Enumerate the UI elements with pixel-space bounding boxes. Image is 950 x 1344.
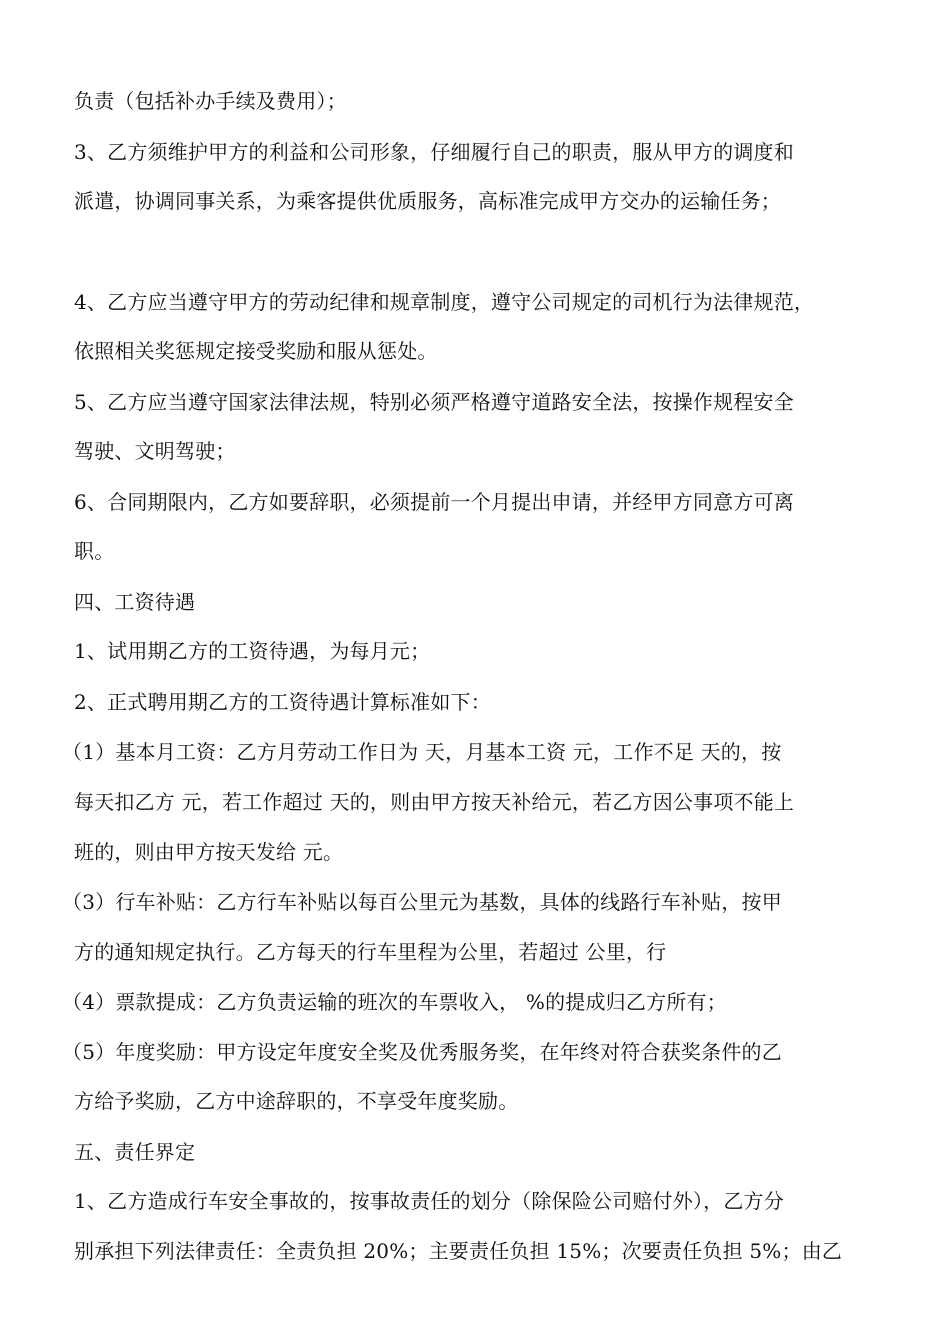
section-heading: 四、工资待遇 [74,590,196,614]
text-line: 别承担下列法律责任：全责负担 20%；主要责任负担 15%；次要责任负担 5%；由乙 [74,1239,843,1263]
text-line: 班的，则由甲方按天发给 元。 [74,840,344,864]
text-line: 1、试用期乙方的工资待遇，为每月元； [74,639,431,663]
text-line: （1）基本月工资：乙方月劳动工作日为 天，月基本工资 元，工作不足 天的，按 [62,740,782,764]
text-line: （4）票款提成：乙方负责运输的班次的车票收入， %的提成归乙方所有； [62,990,727,1014]
text-line: 4、乙方应当遵守甲方的劳动纪律和规章制度，遵守公司规定的司机行为法律规范， [74,290,815,314]
text-line: 6、合同期限内，乙方如要辞职，必须提前一个月提出申请，并经甲方同意方可离 [74,490,794,514]
text-line: 驾驶、文明驾驶； [74,439,236,463]
text-line: 负责（包括补办手续及费用）； [74,89,347,113]
text-line: 职。 [74,539,115,563]
text-line: 5、乙方应当遵守国家法律法规，特别必须严格遵守道路安全法，按操作规程安全 [74,390,794,414]
text-line: 2、正式聘用期乙方的工资待遇计算标准如下： [74,690,491,714]
text-line: （3）行车补贴：乙方行车补贴以每百公里元为基数，具体的线路行车补贴，按甲 [62,890,782,914]
text-line: 1、乙方造成行车安全事故的，按事故责任的划分（除保险公司赔付外），乙方分 [74,1189,784,1213]
text-line: 3、乙方须维护甲方的利益和公司形象，仔细履行自己的职责，服从甲方的调度和 [74,140,794,164]
text-line: （5）年度奖励：甲方设定年度安全奖及优秀服务奖，在年终对符合获奖条件的乙 [62,1040,782,1064]
section-heading: 五、责任界定 [74,1140,196,1164]
text-line: 派遣，协调同事关系，为乘客提供优质服务，高标准完成甲方交办的运输任务； [74,189,781,213]
text-line: 每天扣乙方 元，若工作超过 天的，则由甲方按天补给元，若乙方因公事项不能上 [74,790,795,814]
text-line: 方给予奖励，乙方中途辞职的，不享受年度奖励。 [74,1089,519,1113]
text-line: 方的通知规定执行。乙方每天的行车里程为公里，若超过 公里，行 [74,940,667,964]
text-line: 依照相关奖惩规定接受奖励和服从惩处。 [74,339,438,363]
